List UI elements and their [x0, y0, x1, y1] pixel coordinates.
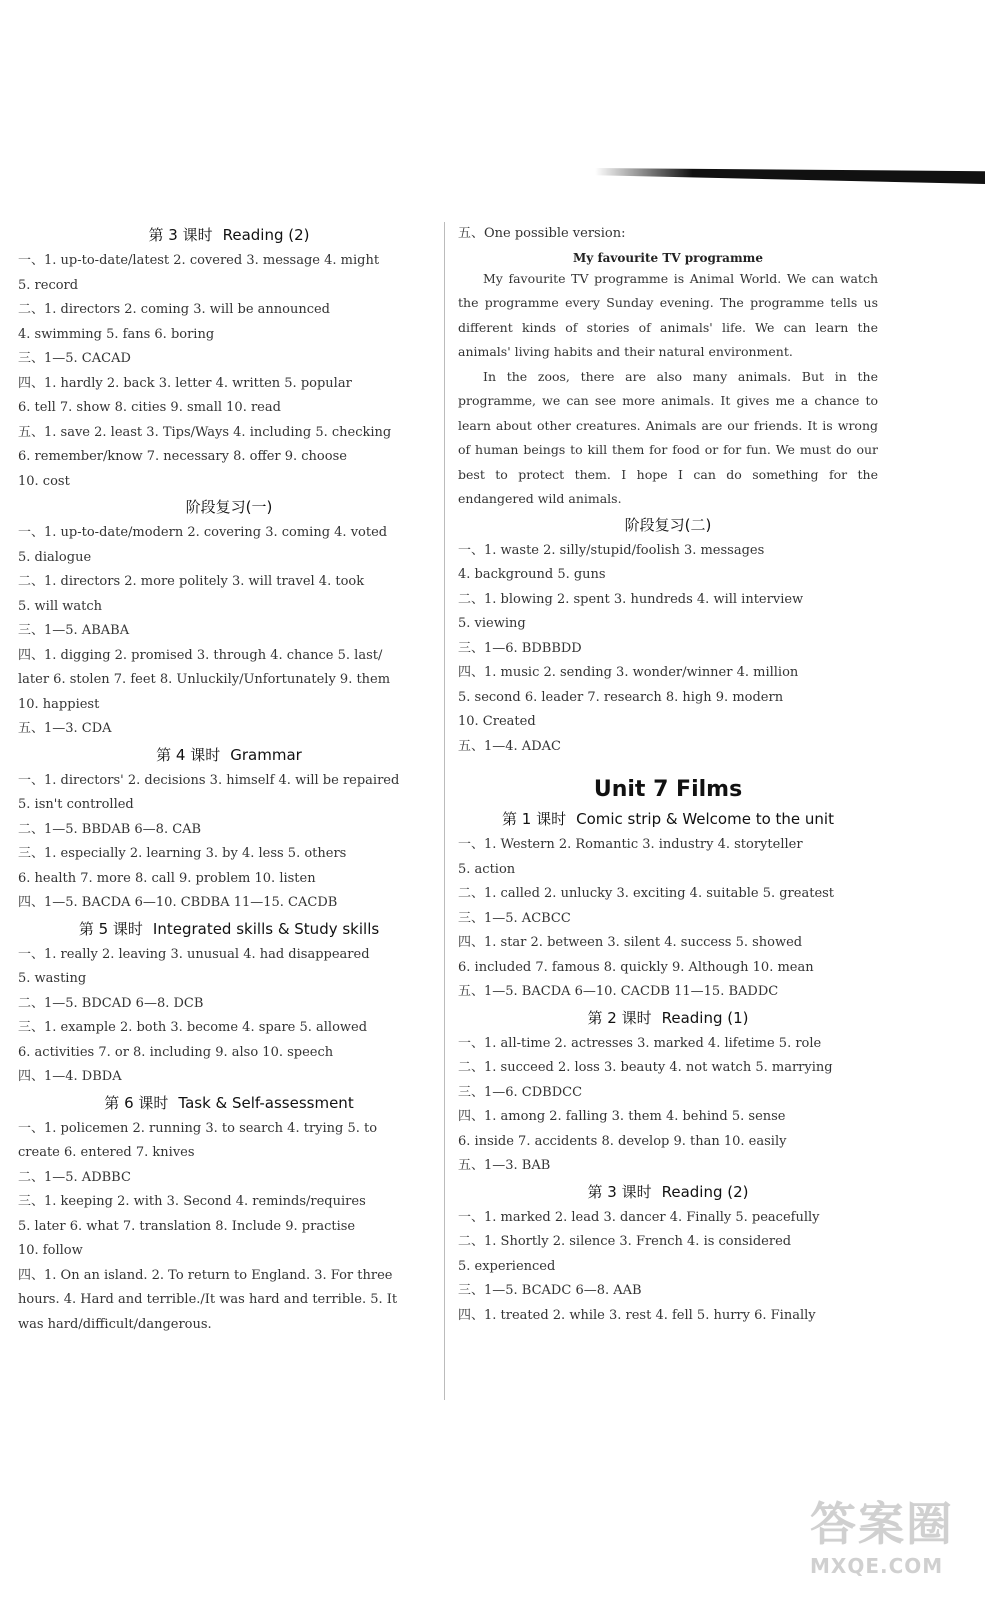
answer-line: 一、1. directors' 2. decisions 3. himself 4. will be repaired [18, 772, 400, 788]
section-heading-en: Grammar [230, 745, 302, 764]
answer-line: 四、1. digging 2. promised 3. through 4. chance 5. last/ [18, 647, 383, 663]
answer-line: 一、1. all-time 2. actresses 3. marked 4. lifetime 5. role [458, 1035, 822, 1051]
answer-line: 一、1. policemen 2. running 3. to search 4. trying 5. to [18, 1120, 378, 1136]
answer-line: 5. experienced [458, 1258, 556, 1274]
answer-line: 三、1. keeping 2. with 3. Second 4. reminds/requires [18, 1194, 366, 1209]
answer-line: 三、1—6. BDBBDD [458, 640, 582, 656]
essay-paragraph: My favourite TV programme is Animal World. We can watch the programme every Sunday evening. The programme tells us different kinds of stories of animals' life. We can learn the animals' living habits and their natural environment. [458, 270, 878, 359]
section-heading-zh: 第 4 课时 [156, 745, 221, 764]
watermark-logo [810, 1488, 980, 1583]
answer-line: 二、1. called 2. unlucky 3. exciting 4. suitable 5. greatest [458, 886, 835, 901]
answer-line: 四、1—4. DBDA [18, 1069, 122, 1084]
answer-line: 5. second 6. leader 7. research 8. high 9. modern [458, 689, 784, 705]
section-heading [18, 744, 440, 765]
section-heading [18, 224, 440, 245]
right-column [458, 222, 878, 1400]
answer-line: 四、1. among 2. falling 3. them 4. behind 5. sense [458, 1109, 786, 1124]
answer-line: was hard/difficult/dangerous. [18, 1316, 212, 1332]
answer-line: 一、1. really 2. leaving 3. unusual 4. had disappeared [18, 946, 370, 962]
answer-line: 二、1. succeed 2. loss 3. beauty 4. not watch 5. marrying [458, 1060, 833, 1075]
section-heading-zh: 第 5 课时 [78, 919, 143, 938]
section-heading-en: Reading (2) [661, 1182, 749, 1201]
answer-line: 三、1—5. ABABA [18, 623, 130, 638]
section-heading-en: Integrated skills & Study skills [152, 919, 380, 938]
answer-line: 10. cost [18, 473, 70, 489]
section-heading [458, 1181, 878, 1202]
answer-line: 四、1. music 2. sending 3. wonder/winner 4. million [458, 665, 799, 680]
decorative-top-bar [595, 168, 985, 184]
answer-line: 二、1. directors 2. coming 3. will be announced [18, 302, 331, 317]
essay-body [458, 267, 878, 512]
section-heading-en: Reading (2) [222, 226, 310, 244]
section-heading-en: Reading (1) [661, 1008, 749, 1027]
section-heading-en: Comic strip & Welcome to the unit [576, 810, 834, 828]
answer-line: 5. action [458, 861, 516, 877]
watermark-text: MXQE.COM [810, 1554, 944, 1578]
left-column [18, 222, 445, 1400]
answer-line: 一、1. marked 2. lead 3. dancer 4. Finally 5. peacefully [458, 1209, 820, 1225]
answer-line: hours. 4. Hard and terrible./It was hard and terrible. 5. It [18, 1292, 398, 1307]
answer-line: 四、1. On an island. 2. To return to England. 3. For three [18, 1267, 393, 1283]
answer-line: 5. later 6. what 7. translation 8. Include 9. practise [18, 1218, 356, 1234]
answer-line: 三、1—6. CDBDCC [458, 1084, 583, 1100]
answer-line: 五、1—4. ADAC [458, 738, 561, 754]
essay-intro: 五、One possible version: [458, 226, 626, 241]
answer-line: 一、1. waste 2. silly/stupid/foolish 3. messages [458, 542, 765, 558]
answer-line: 二、1. Shortly 2. silence 3. French 4. is considered [458, 1234, 792, 1249]
answer-line: 三、1—5. BCADC 6—8. AAB [458, 1283, 642, 1298]
answer-line: 二、1. blowing 2. spent 3. hundreds 4. will interview [458, 591, 804, 607]
section-heading [18, 496, 440, 517]
answer-line: 6. included 7. famous 8. quickly 9. Although 10. mean [458, 959, 814, 975]
answer-line: 4. background 5. guns [458, 567, 606, 582]
section-heading-zh: 第 2 课时 [587, 1008, 652, 1027]
answer-line: 5. viewing [458, 616, 526, 631]
answer-line: 三、1—5. ACBCC [458, 910, 571, 926]
answer-line: 二、1—5. ADBBC [18, 1169, 131, 1185]
section-heading [458, 808, 878, 829]
answer-line: 5. wasting [18, 971, 87, 986]
answer-line: 一、1. up-to-date/latest 2. covered 3. message 4. might [18, 253, 380, 268]
answer-line: 5. record [18, 277, 79, 293]
answer-line: 三、1—5. CACAD [18, 351, 131, 366]
section-heading-zh: 第 3 课时 [148, 226, 213, 244]
answer-line: 5. dialogue [18, 549, 92, 565]
answer-line: 五、1—3. CDA [18, 721, 112, 736]
answer-line: 6. health 7. more 8. call 9. problem 10. listen [18, 870, 316, 886]
answer-line: 一、1. Western 2. Romantic 3. industry 4. storyteller [458, 837, 803, 852]
essay-title: My favourite TV programme [573, 250, 763, 265]
answer-line: 6. inside 7. accidents 8. develop 9. than 10. easily [458, 1133, 787, 1149]
answer-line: 二、1. directors 2. more politely 3. will travel 4. took [18, 574, 365, 589]
section-heading-en: Task & Self-assessment [178, 1093, 354, 1112]
answer-line: 四、1—5. BACDA 6—10. CBDBA 11—15. CACDB [18, 895, 338, 910]
answer-line: 二、1—5. BBDAB 6—8. CAB [18, 821, 202, 837]
unit-title: Unit 7 Films [593, 777, 743, 802]
section-heading [458, 1007, 878, 1028]
answer-line: 6. activities 7. or 8. including 9. also 10. speech [18, 1044, 334, 1060]
answer-line: 一、1. up-to-date/modern 2. covering 3. coming 4. voted [18, 525, 388, 540]
section-heading-zh: 第 1 课时 [502, 810, 567, 828]
answer-line: 6. tell 7. show 8. cities 9. small 10. read [18, 400, 281, 415]
answer-line: 四、1. star 2. between 3. silent 4. success 5. showed [458, 935, 803, 950]
section-heading-zh: 阶段复习(一) [185, 498, 273, 516]
answer-line: 三、1. example 2. both 3. become 4. spare 5. allowed [18, 1020, 368, 1035]
answer-line: 10. follow [18, 1243, 83, 1258]
answer-line: 10. Created [458, 714, 536, 729]
section-heading-zh: 第 6 课时 [104, 1093, 169, 1112]
section-heading [458, 514, 878, 535]
answer-line: 五、1—3. BAB [458, 1158, 551, 1173]
answer-line: create 6. entered 7. knives [18, 1145, 195, 1160]
section-heading [18, 1092, 440, 1113]
answer-line: 五、1. save 2. least 3. Tips/Ways 4. including 5. checking [18, 424, 392, 440]
section-heading [18, 918, 440, 939]
answer-line: 三、1. especially 2. learning 3. by 4. less 5. others [18, 846, 347, 861]
answer-line: 10. happiest [18, 696, 100, 712]
right-answer-list [458, 514, 878, 1329]
section-heading-zh: 第 3 课时 [587, 1182, 652, 1201]
essay-paragraph: In the zoos, there are also many animals. But in the programme, we can see more animals. It gives me a chance to learn about other creatures. Animals are our friends. It is wrong of human beings to kill them for food or for fun. We must do our best to protect them. I hope I can do something for the endangered wild animals. [458, 368, 878, 506]
answer-line: 二、1—5. BDCAD 6—8. DCB [18, 995, 204, 1011]
answer-line: later 6. stolen 7. feet 8. Unluckily/Unfortunately 9. them [18, 672, 391, 687]
answer-line: 5. will watch [18, 598, 103, 614]
answer-line: 四、1. treated 2. while 3. rest 4. fell 5. hurry 6. Finally [458, 1307, 816, 1323]
answer-line: 四、1. hardly 2. back 3. letter 4. written 5. popular [18, 375, 352, 391]
answer-line: 4. swimming 5. fans 6. boring [18, 326, 215, 342]
answer-line: 五、1—5. BACDA 6—10. CACDB 11—15. BADDC [458, 984, 779, 999]
answer-line: 6. remember/know 7. necessary 8. offer 9. choose [18, 449, 347, 464]
watermark-icon: 答案圈 [810, 1497, 954, 1551]
answer-line: 5. isn't controlled [18, 797, 134, 812]
section-heading-zh: 阶段复习(二) [624, 515, 712, 534]
